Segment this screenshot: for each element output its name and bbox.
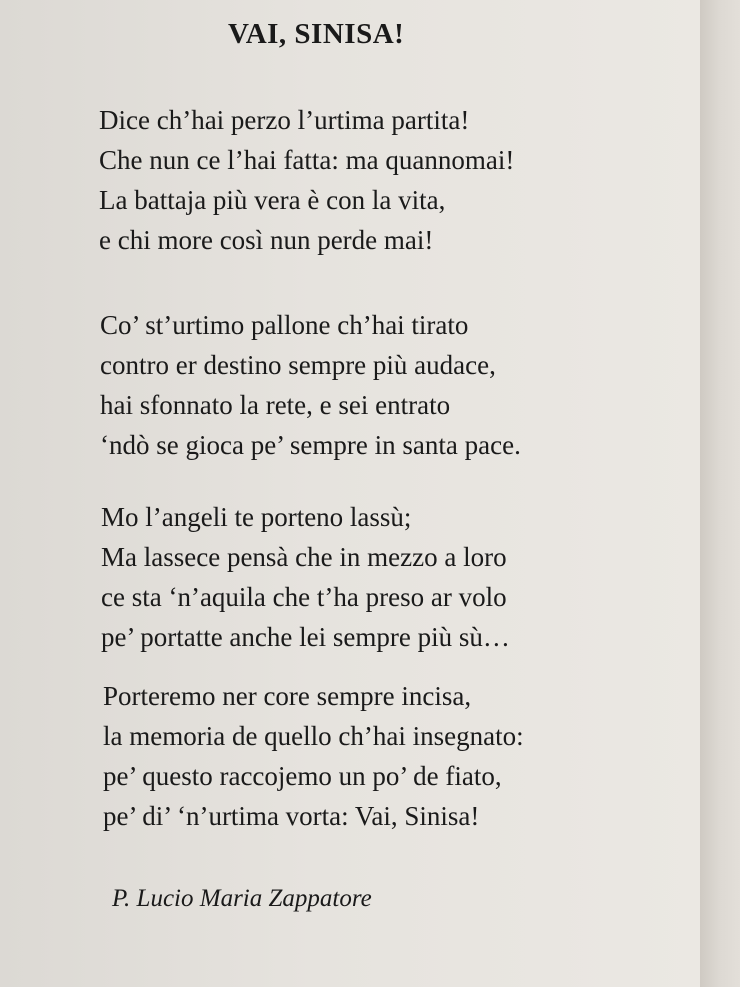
poem-line: e chi more così nun perde mai! xyxy=(99,225,434,255)
poem-line: ce sta ‘n’aquila che t’ha preso ar volo xyxy=(101,582,507,612)
poem-line: pe’ portatte anche lei sempre più sù… xyxy=(101,622,510,652)
poem-line: Porteremo ner core sempre incisa, xyxy=(103,681,472,711)
poem-line: La battaja più vera è con la vita, xyxy=(99,185,446,215)
page-edge xyxy=(700,0,740,987)
poem-line: Dice ch’hai perzo l’urtima partita! xyxy=(99,105,470,135)
poem-line: Ma lassece pensà che in mezzo a loro xyxy=(101,542,507,572)
poem-line: Che nun ce l’hai fatta: ma quannomai! xyxy=(99,145,515,175)
stanza-2 xyxy=(100,305,521,465)
poem-line: contro er destino sempre più audace, xyxy=(100,350,496,380)
poem-line: hai sfonnato la rete, e sei entrato xyxy=(100,390,451,420)
stanza-1 xyxy=(99,100,514,260)
poem-line: ‘ndò se gioca pe’ sempre in santa pace. xyxy=(100,430,521,460)
stanza-3 xyxy=(101,497,510,657)
poem-line: Co’ st’urtimo pallone ch’hai tirato xyxy=(100,310,469,340)
poem-line: la memoria de quello ch’hai insegnato: xyxy=(103,721,524,751)
poem-line: pe’ questo raccojemo un po’ de fiato, xyxy=(103,761,502,791)
poem-line: pe’ di’ ‘n’urtima vorta: Vai, Sinisa! xyxy=(103,801,480,831)
stanza-4 xyxy=(103,676,524,836)
poem-line: Mo l’angeli te porteno lassù; xyxy=(101,502,412,532)
poem-author: P. Lucio Maria Zappatore xyxy=(112,885,372,912)
poem-title: VAI, SINISA! xyxy=(228,18,405,50)
